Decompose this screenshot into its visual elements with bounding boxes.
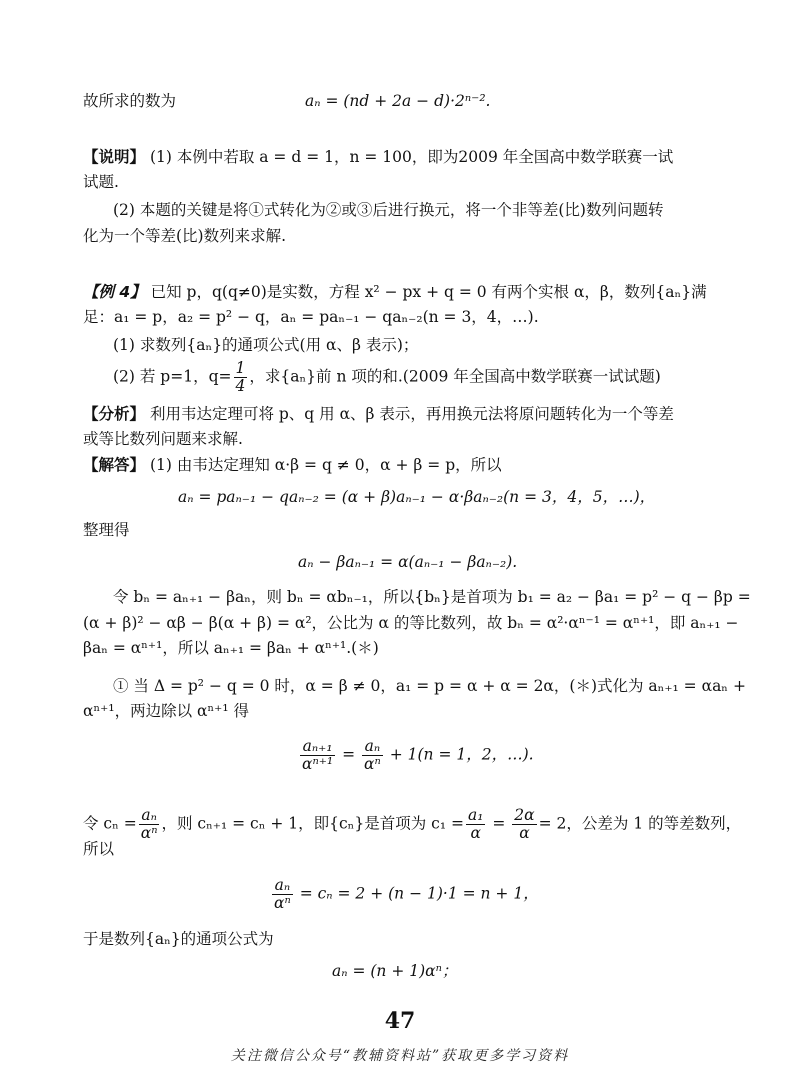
conclusion-text: 故所求的数为 <box>83 92 177 110</box>
substitution-c-line: 令 cₙ = $\frac{\text{aₙ}}{\text{αⁿ}}$ ，则 cₙ₊₁ = cₙ + 1，即{cₙ}是首项为 c₁ = $\frac{\text{a₁}}{\alpha}$ = $\frac{2\alpha}{\alpha}$ = 2，公差为 1 的等差数列， <box>83 806 742 842</box>
formula-3: aₙ − βaₙ₋₁ = α(aₙ₋₁ − βaₙ₋₂). <box>298 553 518 571</box>
fraction-a-n-over-alpha: $\frac{\text{aₙ}}{\text{αⁿ}}$ <box>364 737 381 773</box>
solution-paragraph: 【解答】 (1) 由韦达定理知 α·β = q ≠ 0，α + β = p，所以 <box>83 456 502 474</box>
footer-watermark: 关注微信公众号“教辅资料站”获取更多学习资料 <box>230 1048 570 1064</box>
substitution-b-line-1: 令 bₙ = aₙ₊₁ − βaₙ，则 bₙ = αbₙ₋₁，所以{bₙ}是首项为 b₁ = a₂ − βa₁ = p² − q − βp = <box>113 588 751 606</box>
analysis-paragraph-cont: 或等比数列问题来求解. <box>83 430 243 448</box>
example-tag: 【例 4】 <box>83 283 146 301</box>
example-4-statement-cont: 足：a₁ = p，a₂ = p² − q，aₙ = paₙ₋₁ − qaₙ₋₂(n = 3，4，…). <box>83 308 539 326</box>
general-term-line: 于是数列{aₙ}的通项公式为 <box>83 930 274 948</box>
fraction-c-def: $\frac{\text{aₙ}}{\text{αⁿ}}$ <box>140 806 158 842</box>
note-paragraph-2-cont: 化为一个等差(比)数列来求解. <box>83 227 287 245</box>
fraction-one-quarter: $\frac{1}{4}$ <box>235 359 246 395</box>
formula-2: aₙ = paₙ₋₁ − qaₙ₋₂ = (α + β)aₙ₋₁ − α·βaₙ₋₂(n = 3，4，5，…)， <box>178 488 656 506</box>
conclusion-line <box>83 90 176 112</box>
example-4-statement: 【例 4】 已知 p，q(q≠0)是实数，方程 x² − px + q = 0 有两个实根 α，β，数列{aₙ}满 <box>83 283 707 301</box>
substitution-b-line-3: βaₙ = αⁿ⁺¹，所以 aₙ₊₁ = βaₙ + αⁿ⁺¹.(＊) <box>83 639 379 657</box>
formula-6: aₙ = (n + 1)αⁿ； <box>332 962 458 980</box>
question-2: (2) 若 p=1，q= $\frac{1}{4}$ ，求{aₙ}前 n 项的和.(2009 年全国高中数学联赛一试试题) <box>113 359 661 395</box>
fraction-c1-b: $\frac{2\alpha}{\alpha}$ <box>514 806 535 842</box>
page-number: 47 <box>384 1008 416 1034</box>
formula-1: aₙ = (nd + 2a − d)·2ⁿ⁻². <box>305 92 491 110</box>
case-1-line: ① 当 Δ = p² − q = 0 时，α = β ≠ 0，a₁ = p = α + α = 2α，(＊)式化为 aₙ₊₁ = αaₙ + <box>113 677 746 695</box>
note-paragraph-1-cont: 试题. <box>83 173 119 191</box>
formula-4: $\frac{\text{aₙ₊₁}}{\text{αⁿ⁺¹}}$ = $\frac{\text{aₙ}}{\text{αⁿ}}$ + 1(n = 1，2，…). <box>302 737 534 773</box>
analysis-tag: 【分析】 <box>83 405 146 423</box>
formula-5: $\frac{\text{aₙ}}{\text{αⁿ}}$ = cₙ = 2 + (n − 1)·1 = n + 1， <box>274 876 539 912</box>
analysis-paragraph: 【分析】 利用韦达定理可将 p、q 用 α、β 表示，再用换元法将原问题转化为一个等差 <box>83 405 674 423</box>
case-1-line-cont: αⁿ⁺¹，两边除以 αⁿ⁺¹ 得 <box>83 702 249 720</box>
substitution-b-line-2: (α + β)² − αβ − β(α + β) = α²，公比为 α 的等比数列，故 bₙ = α²·αⁿ⁻¹ = αⁿ⁺¹，即 aₙ₊₁ − <box>83 614 739 632</box>
note-paragraph-2: (2) 本题的关键是将①式转化为②或③后进行换元，将一个非等差(比)数列问题转 <box>113 201 664 219</box>
note-paragraph-1: 【说明】 (1) 本例中若取 a = d = 1，n = 100，即为2009 年全国高中数学联赛一试 <box>83 148 674 166</box>
note-tag: 【说明】 <box>83 148 146 166</box>
therefore-line: 所以 <box>83 840 115 858</box>
solution-tag: 【解答】 <box>83 456 146 474</box>
fraction-c1-a: $\frac{\text{a₁}}{\alpha}$ <box>467 806 484 842</box>
rearrange-line: 整理得 <box>83 521 130 539</box>
question-1: (1) 求数列{aₙ}的通项公式(用 α、β 表示)； <box>113 336 419 354</box>
fraction-a-n-over-alpha-n: $\frac{\text{aₙ}}{\text{αⁿ}}$ <box>274 876 291 912</box>
fraction-a-n1-over-alpha: $\frac{\text{aₙ₊₁}}{\text{αⁿ⁺¹}}$ <box>302 737 334 773</box>
